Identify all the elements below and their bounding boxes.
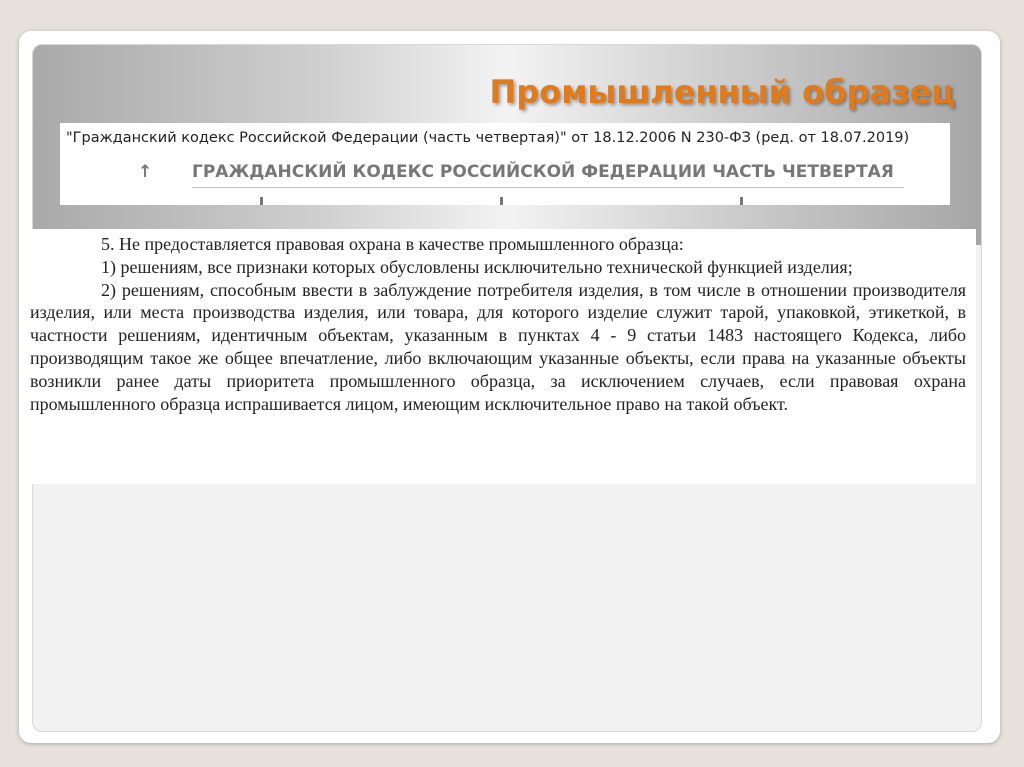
law-text-excerpt (24, 229, 976, 484)
law-paragraph: 2) решениям, способным ввести в заблуждение потребителя изделия, в том числе в отношении производителя изделия, или места производства изделия, или товара, для которого изделие служит тарой, упаковкой, этикеткой, в частности решениям, идентичным объектам, указанным в пунктах 4 - 9 статьи 1483 настоящего Кодекса, либо производящим такое же общее впечатление, либо включающим указанные объекты, если права на указанные объекты возникли ранее даты приоритета промышленного образца, за исключением случаев, если правовая охрана промышленного образца испрашивается лицом, имеющим исключительное право на такой объект. (30, 279, 966, 414)
arrow-up-icon: ↑ (138, 162, 153, 182)
code-citation: "Гражданский кодекс Российской Федерации (часть четвертая)" от 18.12.2006 N 230-ФЗ (ред. от 18.07.2019) (66, 130, 910, 146)
code-heading-row (60, 158, 950, 188)
code-heading: ГРАЖДАНСКИЙ КОДЕКС РОССИЙСКОЙ ФЕДЕРАЦИИ ЧАСТЬ ЧЕТВЕРТАЯ (192, 162, 904, 188)
slide-title: Промышленный образец (489, 73, 955, 111)
law-paragraph: 5. Не предоставляется правовая охрана в качестве промышленного образца: (101, 234, 684, 254)
code-header-image (60, 123, 950, 205)
law-paragraph: 1) решениям, все признаки которых обусловлены исключительно технической функцией изделия; (101, 256, 853, 277)
cropped-text-line (60, 197, 950, 205)
